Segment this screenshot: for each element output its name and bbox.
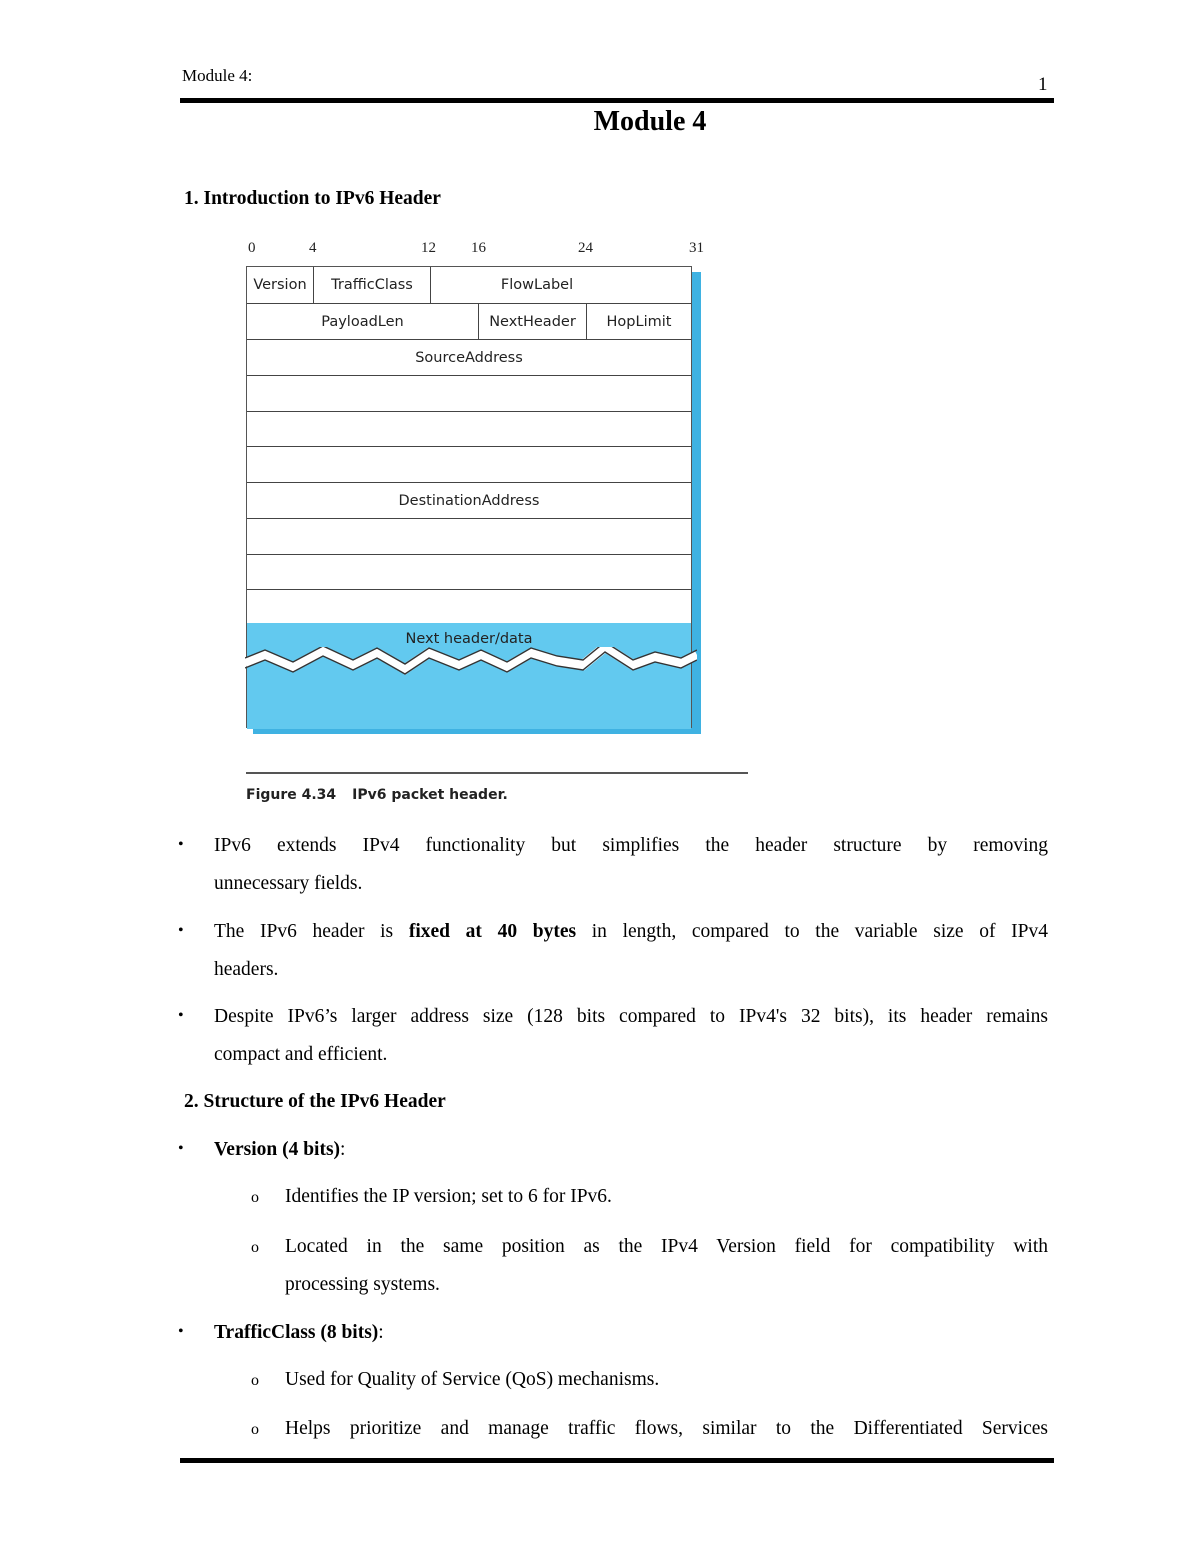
bit-label-0: 0 [248,240,256,256]
bit-label-24: 24 [578,240,593,256]
source-address-row [247,447,691,483]
field-next-header: NextHeader [479,304,587,339]
bullet-icon: • [178,1140,184,1157]
section-heading-structure: 2. Structure of the IPv6 Header [184,1091,446,1112]
destination-address-row [247,555,691,590]
header-grid [246,266,692,728]
destination-address-row [247,590,691,623]
destination-address-row [247,519,691,555]
field-flow-label: FlowLabel [500,277,574,293]
source-address-row [247,376,691,412]
running-head: Module 4: [182,66,253,85]
ipv6-header-figure [240,236,760,816]
bullet-text-2: The IPv6 header is fixed at 40 bytes in length, compared to the variable size of IPv4 headers. [214,921,1049,980]
break-line-icon [245,647,697,687]
bit-label-31: 31 [689,240,704,256]
bullet-icon: • [178,836,184,853]
header-row-1 [247,267,691,304]
caption-number: Figure 4.34 [246,787,337,803]
version-detail-1: Identifies the IP version; set to 6 for IPv6. [285,1186,612,1207]
page-title: Module 4 [593,106,707,137]
caption-text: IPv6 packet header. [352,787,508,803]
field-payload-len: PayloadLen [247,304,479,339]
header-row-2 [247,304,691,340]
bullet-icon: • [178,1007,184,1024]
figure-caption [246,787,508,803]
sub-bullet-icon: o [251,1372,259,1389]
field-hop-limit: HopLimit [606,313,672,330]
bullet-text-3: Despite IPv6’s larger address size (128 bits compared to IPv4's 32 bits), its header remains compact and efficient. [214,1006,1048,1065]
destination-address-row [247,483,691,519]
page-number: 1 [1038,74,1048,95]
traffic-class-detail-2: Helps prioritize and manage traffic flows, similar to the Differentiated Services [285,1418,1048,1439]
section-heading-intro: 1. Introduction to IPv6 Header [184,188,441,209]
field-version: Version [247,267,314,303]
footer-rule [180,1458,1054,1463]
field-traffic-class: TrafficClass [314,267,431,303]
sub-bullet-icon: o [251,1239,259,1256]
field-next-header-data: Next header/data [405,631,533,647]
field-destination-address: DestinationAddress [398,492,540,509]
bullet-icon: • [178,1323,184,1340]
bit-label-4: 4 [309,240,317,256]
version-heading: Version (4 bits): [214,1139,346,1160]
bit-label-16: 16 [471,240,486,256]
source-address-row [247,340,691,376]
traffic-class-heading: TrafficClass (8 bits): [214,1322,384,1343]
bullet-text-1: IPv6 extends IPv4 functionality but simplifies the header structure by removing unnecessary fields. [214,835,1048,894]
bullet-icon: • [178,922,184,939]
source-address-row [247,412,691,447]
bit-label-12: 12 [421,240,436,256]
traffic-class-detail-1: Used for Quality of Service (QoS) mechanisms. [285,1369,660,1390]
version-detail-2: Located in the same position as the IPv4 Version field for compatibility with processing systems. [285,1236,1048,1295]
field-source-address: SourceAddress [415,349,523,366]
caption-rule [246,772,748,774]
sub-bullet-icon: o [251,1189,259,1206]
sub-bullet-icon: o [251,1421,259,1438]
header-rule [180,98,1054,103]
